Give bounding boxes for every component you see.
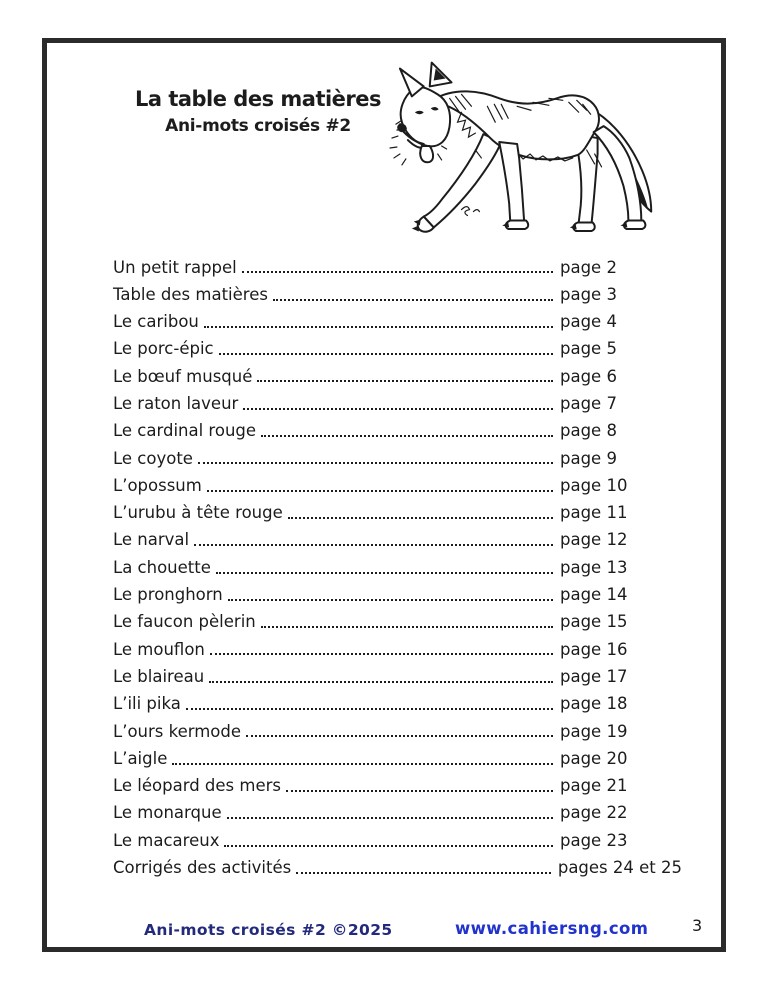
toc-entry xyxy=(113,687,682,714)
toc-dot-leader xyxy=(224,845,553,847)
toc-entry xyxy=(113,468,682,495)
toc-entry-page: page 17 xyxy=(560,666,628,686)
toc-entry xyxy=(113,332,682,359)
toc-dot-leader xyxy=(243,408,553,410)
toc-entry xyxy=(113,523,682,550)
toc-entry-page: page 12 xyxy=(560,530,628,550)
toc-entry-page: page 4 xyxy=(560,312,617,332)
toc-dot-leader xyxy=(207,490,553,492)
toc-entry-page: page 14 xyxy=(560,585,628,605)
footer-website-link[interactable]: www.cahiersng.com xyxy=(455,919,649,938)
toc-entry-label: Le faucon pèlerin xyxy=(113,612,256,632)
toc-entry xyxy=(113,359,682,386)
toc-entry-label: Table des matières xyxy=(113,284,268,304)
page-number: 3 xyxy=(692,916,703,935)
toc-dot-leader xyxy=(198,462,553,464)
toc-entry-label: Le raton laveur xyxy=(113,393,239,413)
toc-dot-leader xyxy=(227,817,553,819)
page-subtitle: Ani-mots croisés #2 xyxy=(165,116,351,137)
title-block xyxy=(88,86,428,137)
toc-dot-leader xyxy=(286,790,553,792)
toc-entry-label: Le caribou xyxy=(113,312,199,332)
toc-entry-page: page 7 xyxy=(560,393,617,413)
toc-entry-label: L’ours kermode xyxy=(113,721,242,741)
toc-dot-leader xyxy=(296,872,551,874)
toc-dot-leader xyxy=(210,653,553,655)
toc-entry-label: Le narval xyxy=(113,530,190,550)
toc-entry xyxy=(113,659,682,686)
toc-dot-leader xyxy=(257,380,553,382)
toc-entry-label: Le cardinal rouge xyxy=(113,421,257,441)
toc-entry-label: Le monarque xyxy=(113,803,222,823)
toc-entry-page: page 21 xyxy=(560,776,628,796)
toc-entry xyxy=(113,386,682,413)
toc-entry-label: Le coyote xyxy=(113,448,193,468)
toc-entry xyxy=(113,714,682,741)
toc-dot-leader xyxy=(219,353,553,355)
toc-dot-leader xyxy=(228,599,553,601)
toc-entry-page: page 11 xyxy=(560,503,628,523)
toc-entry xyxy=(113,305,682,332)
toc-entry-label: La chouette xyxy=(113,557,211,577)
footer-booklet-title: Ani-mots croisés #2 ©2025 xyxy=(144,921,393,939)
toc-entry xyxy=(113,605,682,632)
toc-entry xyxy=(113,796,682,823)
toc-dot-leader xyxy=(246,735,553,737)
toc-dot-leader xyxy=(204,326,553,328)
toc-entry-page: pages 24 et 25 xyxy=(557,858,682,878)
toc-entry xyxy=(113,414,682,441)
toc-entry-label: Le porc-épic xyxy=(113,339,214,359)
toc-entry-label: Le pronghorn xyxy=(113,585,223,605)
toc-entry xyxy=(113,851,682,878)
toc-entry-label: Le bœuf musqué xyxy=(113,366,253,386)
toc-entry-label: L’ili pika xyxy=(113,694,181,714)
toc-entry xyxy=(113,550,682,577)
toc-entry-label: Un petit rappel xyxy=(113,257,237,277)
toc-dot-leader xyxy=(242,271,553,273)
toc-dot-leader xyxy=(288,517,553,519)
toc-dot-leader xyxy=(261,626,553,628)
toc-entry-page: page 3 xyxy=(560,284,617,304)
toc-dot-leader xyxy=(186,708,553,710)
coyote-svg xyxy=(388,54,686,244)
toc-entry-page: page 19 xyxy=(560,721,628,741)
toc-entry-label: Le blaireau xyxy=(113,666,205,686)
page-title: La table des matières xyxy=(134,87,382,111)
toc-entry-page: page 10 xyxy=(560,475,628,495)
toc-entry xyxy=(113,277,682,304)
toc-entry xyxy=(113,632,682,659)
toc-entry-label: Le mouflon xyxy=(113,639,205,659)
toc-entry-page: page 5 xyxy=(560,339,617,359)
toc-entry-page: page 6 xyxy=(560,366,617,386)
toc-entry-page: page 13 xyxy=(560,557,628,577)
toc-entry-page: page 22 xyxy=(560,803,628,823)
toc-entry-label: Corrigés des activités xyxy=(113,858,292,878)
toc-entry-page: page 9 xyxy=(560,448,617,468)
toc-entry xyxy=(113,441,682,468)
toc-entry-label: L’opossum xyxy=(113,475,202,495)
coyote-illustration xyxy=(388,54,686,244)
toc-entry xyxy=(113,823,682,850)
toc-entry-page: page 16 xyxy=(560,639,628,659)
toc-entry-page: page 15 xyxy=(560,612,628,632)
toc-entry-label: Le macareux xyxy=(113,830,220,850)
toc-entry xyxy=(113,578,682,605)
toc-entry xyxy=(113,741,682,768)
toc-dot-leader xyxy=(209,681,553,683)
toc-entry xyxy=(113,250,682,277)
toc-entry-page: page 20 xyxy=(560,748,628,768)
toc-entry-label: L’aigle xyxy=(113,748,168,768)
table-of-contents xyxy=(113,250,682,878)
toc-entry-page: page 2 xyxy=(560,257,617,277)
toc-dot-leader xyxy=(172,763,553,765)
toc-dot-leader xyxy=(194,544,553,546)
toc-entry-label: L’urubu à tête rouge xyxy=(113,503,283,523)
toc-dot-leader xyxy=(216,572,553,574)
toc-entry-page: page 18 xyxy=(560,694,628,714)
toc-entry-page: page 23 xyxy=(560,830,628,850)
toc-entry xyxy=(113,769,682,796)
toc-dot-leader xyxy=(261,435,553,437)
toc-entry xyxy=(113,496,682,523)
toc-dot-leader xyxy=(273,299,553,301)
toc-entry-page: page 8 xyxy=(560,421,617,441)
toc-entry-label: Le léopard des mers xyxy=(113,776,281,796)
